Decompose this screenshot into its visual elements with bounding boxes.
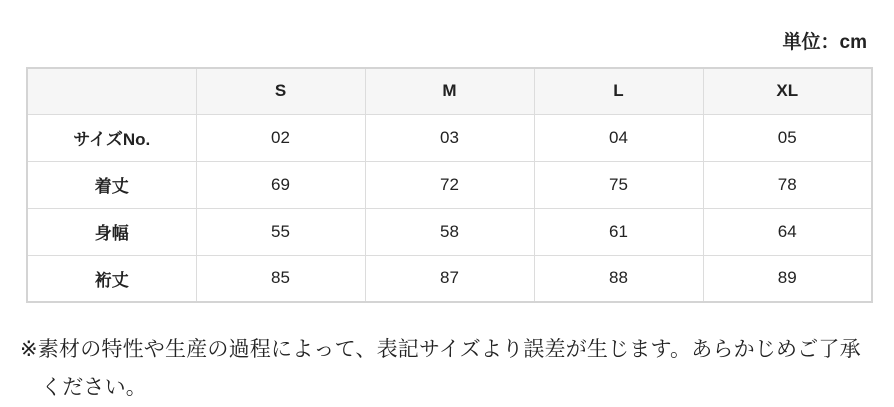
cell-body-width-m: 58 [365, 208, 534, 255]
table-row-body-length [27, 161, 872, 208]
cell-body-length-m: 72 [365, 161, 534, 208]
cell-size-no-l: 04 [534, 114, 703, 161]
row-label-sleeve-length: 裄丈 [27, 255, 196, 302]
size-table-header [27, 68, 872, 114]
column-header-xl: XL [703, 68, 872, 114]
cell-sleeve-length-m: 87 [365, 255, 534, 302]
table-row-body-width [27, 208, 872, 255]
header-row [27, 68, 872, 114]
cell-body-length-l: 75 [534, 161, 703, 208]
cell-sleeve-length-xl: 89 [703, 255, 872, 302]
cell-sleeve-length-l: 88 [534, 255, 703, 302]
unit-label: 単位：cm [782, 32, 867, 53]
table-row-size-no [27, 114, 872, 161]
table-row-sleeve-length [27, 255, 872, 302]
size-table-body [27, 114, 872, 302]
cell-size-no-m: 03 [365, 114, 534, 161]
cell-body-length-xl: 78 [703, 161, 872, 208]
row-label-body-length: 着丈 [27, 161, 196, 208]
column-header-l: L [534, 68, 703, 114]
cell-body-width-l: 61 [534, 208, 703, 255]
row-label-body-width: 身幅 [27, 208, 196, 255]
cell-size-no-xl: 05 [703, 114, 872, 161]
column-header-m: M [365, 68, 534, 114]
size-table [26, 67, 873, 303]
size-tolerance-footnote: ※素材の特性や生産の過程によって、表記サイズより誤差が生じます。あらかじめご了承ください。 [20, 338, 861, 399]
row-label-size-no: サイズNo. [27, 114, 196, 161]
cell-body-length-s: 69 [196, 161, 365, 208]
column-header-s: S [196, 68, 365, 114]
cell-body-width-s: 55 [196, 208, 365, 255]
cell-sleeve-length-s: 85 [196, 255, 365, 302]
cell-body-width-xl: 64 [703, 208, 872, 255]
cell-size-no-s: 02 [196, 114, 365, 161]
corner-cell [27, 68, 196, 114]
